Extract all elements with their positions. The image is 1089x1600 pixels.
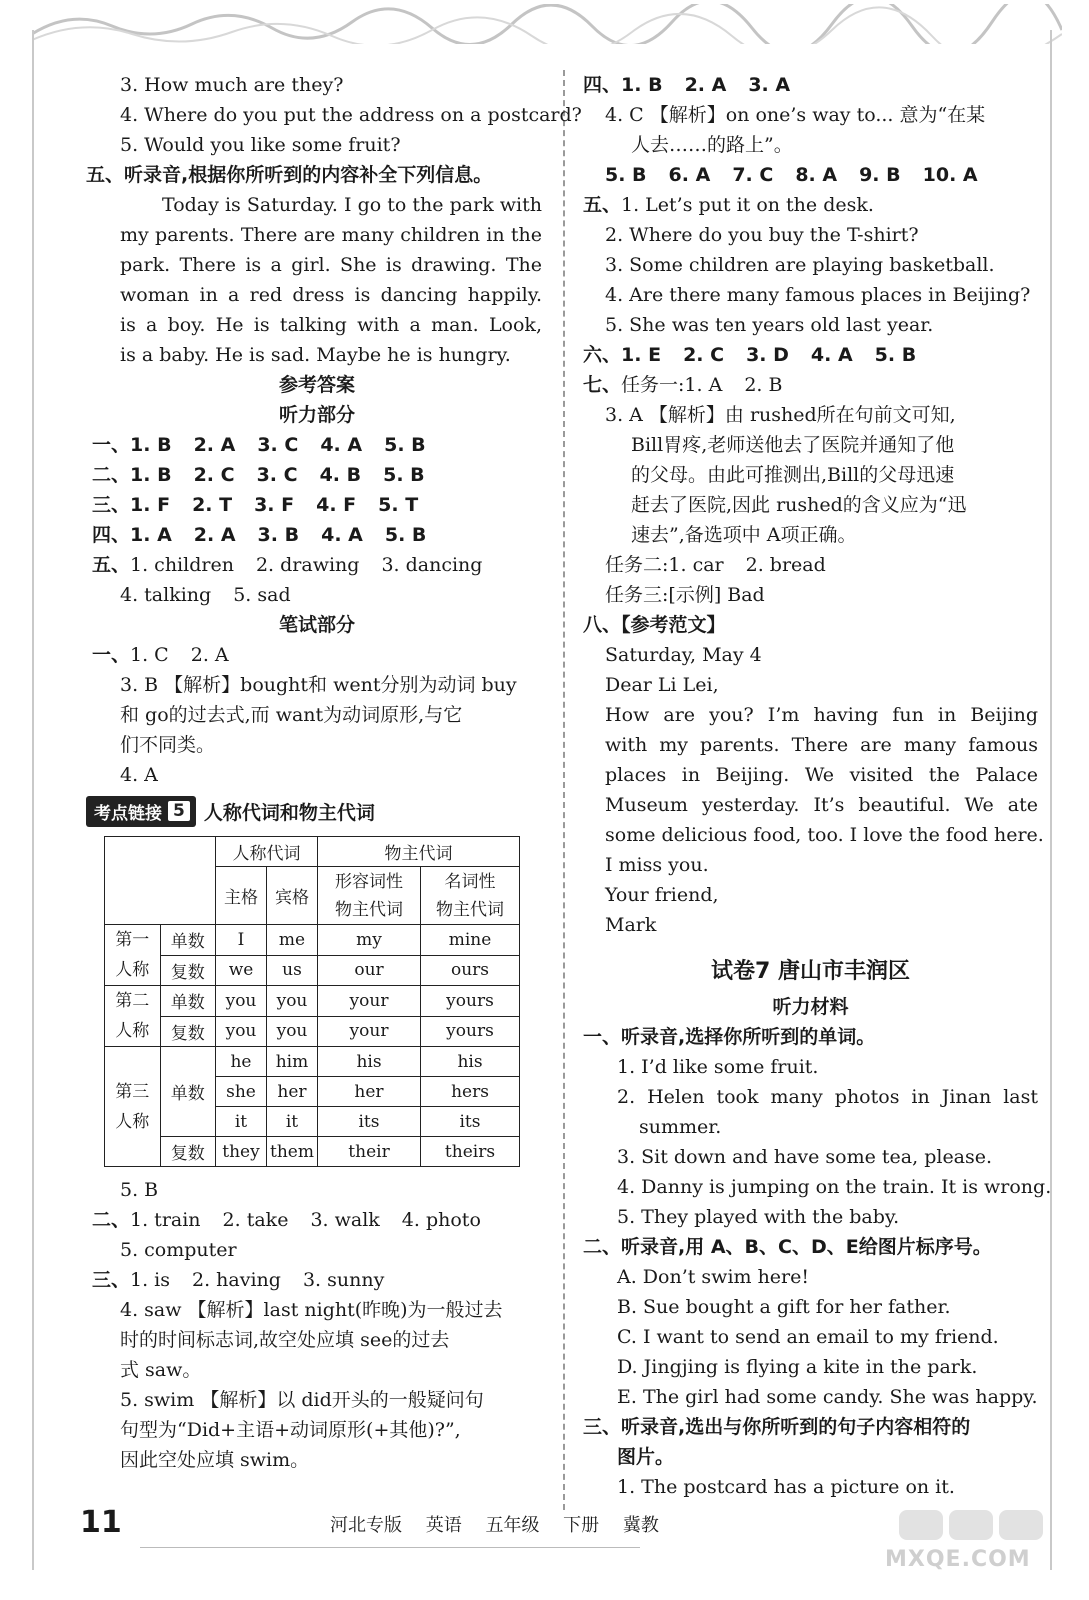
material-line: 5. They played with the baby.: [617, 1206, 900, 1228]
listening-passage: [92, 190, 542, 370]
table-cell: us: [267, 955, 318, 986]
material-line: 2. Helen took many photos in Jinan last: [617, 1086, 1038, 1108]
sample-letter: [583, 640, 1044, 940]
material-line: 1. The postcard has a picture on it.: [617, 1476, 955, 1498]
table-cell: her: [267, 1077, 318, 1107]
paper-7-title: 试卷7 唐山市丰润区: [711, 959, 910, 984]
site-watermark: [879, 1506, 1049, 1576]
answer-row: 5. She was ten years old last year.: [605, 314, 934, 336]
table-header: 形容词性 物主代词: [318, 867, 421, 925]
left-column: [86, 70, 582, 1475]
passage-line: park. There is a girl. She is drawing. The: [120, 254, 542, 276]
table-cell: it: [267, 1107, 318, 1137]
key-point-title: 人称代词和物主代词: [203, 801, 375, 824]
table-cell: 复数: [160, 955, 216, 986]
explanation-line: 因此空处应填 swim。: [120, 1449, 310, 1471]
table-cell: 复数: [160, 1016, 216, 1047]
material-line: 1. I’d like some fruit.: [617, 1056, 819, 1078]
material-line: D. Jingjing is flying a kite in the park.: [617, 1356, 978, 1378]
explanation-line: 时的时间标志词,故空处应填 see的过去: [120, 1329, 450, 1351]
table-header: 宾格: [267, 867, 318, 925]
table-cell: his: [421, 1047, 520, 1077]
table-corner: [105, 837, 216, 925]
table-cell: its: [318, 1107, 421, 1137]
p7-section-3-title-cont: 图片。: [617, 1446, 675, 1468]
table-header: 名词性 物主代词: [421, 867, 520, 925]
pronoun-table: [104, 836, 520, 1167]
answer-row: 一、1. C 2. A: [92, 644, 229, 666]
explanation-line: 速去”,备选项中 A项正确。: [631, 524, 857, 546]
answer-row: 4. A: [120, 764, 158, 786]
explanation-line: 和 go的过去式,而 want为动词原形,与它: [120, 704, 463, 726]
answer-row: 五、1. children 2. drawing 3. dancing: [92, 554, 483, 576]
table-cell: ours: [421, 955, 520, 986]
explanation-line: Bill胃疼,老师送他去了医院并通知了他: [631, 434, 955, 456]
answer-row: 5. B: [120, 1179, 159, 1201]
listening-item: 3. How much are they?: [120, 74, 344, 96]
table-cell: we: [216, 955, 267, 986]
letter-line: with my parents. There are many famous: [605, 734, 1038, 756]
explanation-line: 3. A 【解析】由 rushed所在句前文可知,: [605, 404, 956, 426]
answer-row: 一、1. B 2. A 3. C 4. A 5. B: [92, 434, 426, 456]
table-header: 物主代词: [318, 837, 520, 867]
material-line: C. I want to send an email to my friend.: [617, 1326, 999, 1348]
answer-row: 4. talking 5. sad: [120, 584, 291, 606]
table-cell: 复数: [160, 1137, 216, 1167]
table-row-header: 第二 人称: [105, 986, 161, 1047]
letter-line: Saturday, May 4: [605, 644, 762, 666]
answer-row: 三、1. F 2. T 3. F 4. F 5. T: [92, 494, 419, 516]
key-point-link: [86, 794, 542, 828]
answer-row: 六、1. E 2. C 3. D 4. A 5. B: [583, 344, 917, 366]
material-line: B. Sue bought a gift for her father.: [617, 1296, 951, 1318]
table-cell: my: [318, 925, 421, 956]
page-number: 11: [80, 1505, 122, 1540]
answer-row: 任务三:[示例] Bad: [605, 584, 765, 606]
book-info: 河北专版 英语 五年级 下册 冀教: [330, 1515, 659, 1536]
letter-line: some delicious food, too. I love the food here.: [605, 824, 1044, 846]
passage-line: my parents. There are many children in the: [120, 224, 542, 246]
table-cell: their: [318, 1137, 421, 1167]
letter-line: Mark: [605, 914, 657, 936]
table-cell: her: [318, 1077, 421, 1107]
table-cell: yours: [421, 1016, 520, 1047]
explanation-line: 人去……的路上”。: [631, 134, 793, 156]
explanation-line: 句型为“Did+主语+动词原形(+其他)?”,: [120, 1419, 461, 1441]
listening-material-title: 听力材料: [772, 996, 849, 1018]
passage-line: Today is Saturday. I go to the park with: [162, 194, 542, 216]
answer-row: 任务二:1. car 2. bread: [605, 554, 826, 576]
table-cell: you: [216, 986, 267, 1017]
answer-title: 参考答案: [278, 374, 355, 396]
material-line: summer.: [639, 1116, 722, 1138]
right-column: [583, 70, 1052, 1502]
p7-section-2-title: 二、听录音,用 A、B、C、D、E给图片标序号。: [583, 1236, 992, 1258]
table-cell: theirs: [421, 1137, 520, 1167]
answer-row: 5. computer: [120, 1239, 237, 1261]
answer-row: 3. Some children are playing basketball.: [605, 254, 995, 276]
material-line: E. The girl had some candy. She was happy.: [617, 1386, 1038, 1408]
table-cell: he: [216, 1047, 267, 1077]
table-cell: its: [421, 1107, 520, 1137]
p7-section-3-title: 三、听录音,选出与你所听到的句子内容相符的: [583, 1416, 971, 1438]
key-point-badge: 考点链接 5: [86, 796, 196, 827]
table-cell: them: [267, 1137, 318, 1167]
passage-line: woman in a red dress is dancing happily.: [120, 284, 542, 306]
column-divider: [563, 70, 565, 1510]
listening-item: 4. Where do you put the address on a postcard?: [120, 104, 582, 126]
table-cell: 单数: [160, 986, 216, 1017]
footer-rule: [140, 1547, 640, 1548]
table-cell: his: [318, 1047, 421, 1077]
answer-row: 七、任务一:1. A 2. B: [583, 374, 783, 396]
answer-row: 2. Where do you buy the T-shirt?: [605, 224, 919, 246]
listening-item: 5. Would you like some fruit?: [120, 134, 401, 156]
table-cell: yours: [421, 986, 520, 1017]
watermark-text: MXQE.COM: [885, 1547, 1031, 1572]
explanation-line: 的父母。由此可推测出,Bill的父母迅速: [631, 464, 955, 486]
table-cell: him: [267, 1047, 318, 1077]
material-line: 3. Sit down and have some tea, please.: [617, 1146, 993, 1168]
answer-row: 三、1. is 2. having 3. sunny: [92, 1269, 385, 1291]
letter-line: Your friend,: [605, 884, 719, 906]
material-line: A. Don’t swim here!: [617, 1266, 810, 1288]
letter-line: places in Beijing. We visited the Palace: [605, 764, 1038, 786]
table-cell: she: [216, 1077, 267, 1107]
answer-row: 二、1. train 2. take 3. walk 4. photo: [92, 1209, 481, 1231]
written-part-title: 笔试部分: [278, 614, 355, 636]
letter-line: How are you? I’m having fun in Beijing: [605, 704, 1038, 726]
answer-row: 四、1. B 2. A 3. A: [583, 74, 791, 96]
table-cell: you: [267, 1016, 318, 1047]
passage-line: is a baby. He is sad. Maybe he is hungry.: [120, 344, 511, 366]
explanation-line: 3. B 【解析】bought和 went分别为动词 buy: [120, 674, 517, 696]
answer-row: 二、1. B 2. C 3. C 4. B 5. B: [92, 464, 425, 486]
table-cell: I: [216, 925, 267, 956]
table-cell: you: [216, 1016, 267, 1047]
table-cell: 单数: [160, 1047, 216, 1137]
table-header: 主格: [216, 867, 267, 925]
table-cell: hers: [421, 1077, 520, 1107]
table-cell: me: [267, 925, 318, 956]
passage-line: is a boy. He is talking with a man. Look,: [120, 314, 542, 336]
explanation-line: 4. C 【解析】on one’s way to... 意为“在某: [605, 104, 986, 126]
letter-line: Museum yesterday. It’s beautiful. We ate: [605, 794, 1038, 816]
table-cell: mine: [421, 925, 520, 956]
answer-row: 五、1. Let’s put it on the desk.: [583, 194, 874, 216]
table-row-header: 第三 人称: [105, 1047, 161, 1167]
material-line: 4. Danny is jumping on the train. It is wrong.: [617, 1176, 1052, 1198]
table-header: 人称代词: [216, 837, 318, 867]
listening-part-title: 听力部分: [278, 404, 355, 426]
table-cell: your: [318, 986, 421, 1017]
p7-section-1-title: 一、听录音,选择你所听到的单词。: [583, 1026, 876, 1048]
letter-line: I miss you.: [605, 854, 709, 876]
table-cell: you: [267, 986, 318, 1017]
table-row-header: 第一 人称: [105, 925, 161, 986]
explanation-line: 式 saw。: [120, 1359, 202, 1381]
explanation-line: 5. swim 【解析】以 did开头的一般疑问句: [120, 1389, 484, 1411]
answer-row: 4. Are there many famous places in Beijing?: [605, 284, 1031, 306]
section-8-title: 八、【参考范文】: [583, 614, 726, 636]
table-cell: it: [216, 1107, 267, 1137]
explanation-line: 赶去了医院,因此 rushed的含义应为“迅: [631, 494, 967, 516]
answer-row: 四、1. A 2. A 3. B 4. A 5. B: [92, 524, 427, 546]
table-cell: our: [318, 955, 421, 986]
explanation-line: 4. saw 【解析】last night(昨晚)为一般过去: [120, 1299, 503, 1321]
table-cell: your: [318, 1016, 421, 1047]
answer-row: 5. B 6. A 7. C 8. A 9. B 10. A: [605, 164, 978, 186]
section-5-title: 五、听录音,根据你所听到的内容补全下列信息。: [86, 164, 493, 186]
explanation-line: 们不同类。: [120, 734, 216, 756]
table-cell: they: [216, 1137, 267, 1167]
table-cell: 单数: [160, 925, 216, 956]
letter-line: Dear Li Lei,: [605, 674, 719, 696]
